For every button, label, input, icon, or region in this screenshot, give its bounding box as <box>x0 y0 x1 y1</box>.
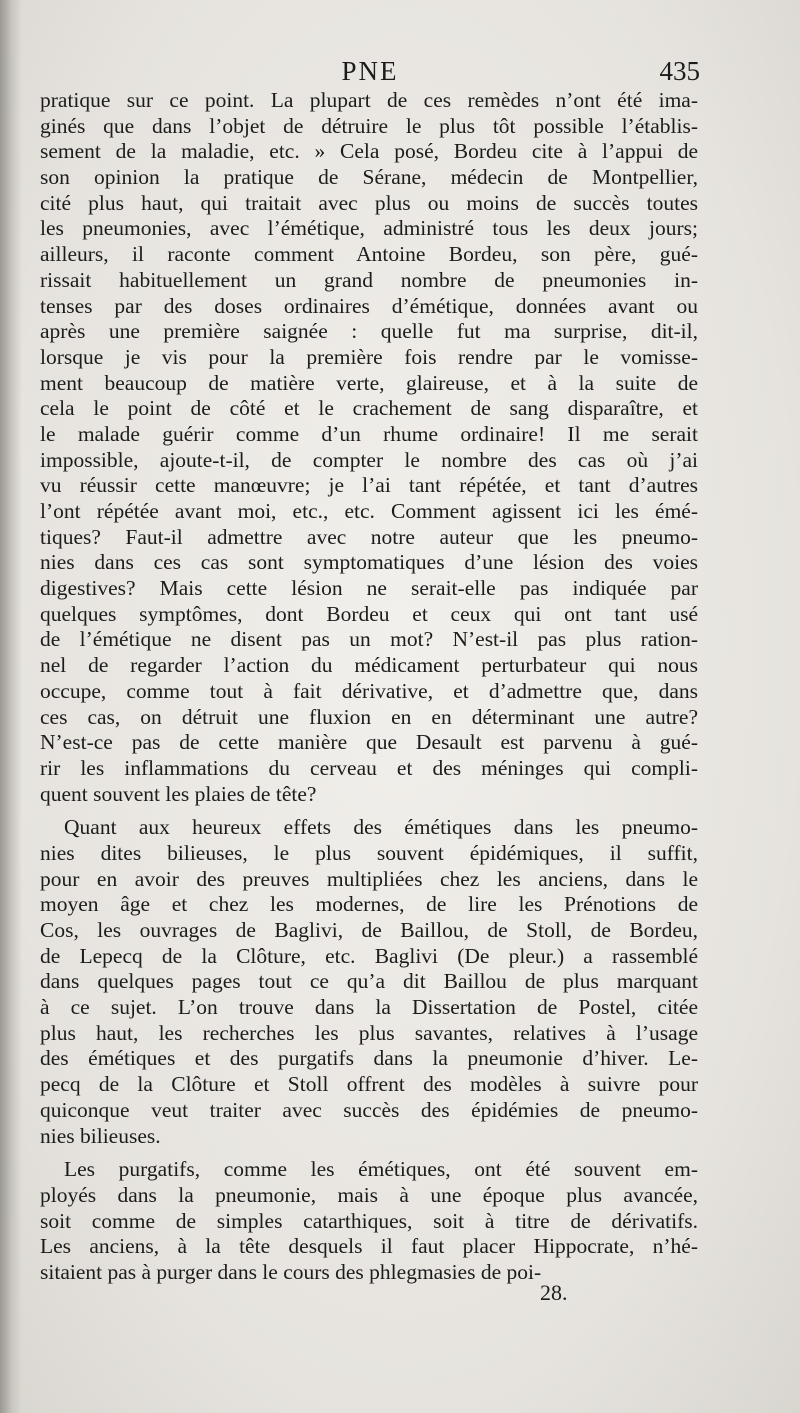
paragraph-gap <box>40 1149 698 1157</box>
text-line: Quant aux heureux effets des émétiques dans les pneumo- <box>64 815 698 840</box>
text-line: quelques symptômes, dont Bordeu et ceux qui ont tant usé <box>40 601 698 626</box>
text-line: de Lepecq de la Clôture, etc. Baglivi (De pleur.) a rassemblé <box>40 943 698 968</box>
text-line: les pneumonies, avec l’émétique, administré tous les deux jours; <box>40 216 698 241</box>
text-line: ment beaucoup de matière verte, glaireuse, et à la suite de <box>40 370 698 395</box>
text-line: impossible, ajoute-t-il, de compter le nombre des cas où j’ai <box>40 447 698 472</box>
text-line: Cos, les ouvrages de Baglivi, de Baillou, de Stoll, de Bordeu, <box>40 918 698 942</box>
text-line: ces cas, on détruit une fluxion en en déterminant une autre? <box>40 704 698 729</box>
text-line: tenses par des doses ordinaires d’émétique, données avant ou <box>40 293 698 318</box>
text-line: dans quelques pages tout ce qu’a dit Baillou de plus marquant <box>40 969 698 994</box>
text-line: rir les inflammations du cerveau et des méninges qui compli- <box>40 755 698 780</box>
running-head: PNE <box>341 56 399 86</box>
text-line: pratique sur ce point. La plupart de ces remèdes n’ont été ima- <box>40 88 698 112</box>
text-line: nies bilieuses. <box>40 1123 161 1148</box>
text-line: ginés que dans l’objet de détruire le plus tôt possible l’établis- <box>40 113 698 138</box>
text-line: vu réussir cette manœuvre; je l’ai tant répétée, et tant d’autres <box>40 473 698 498</box>
text-line: ailleurs, il raconte comment Antoine Bordeu, son père, gué- <box>40 242 698 267</box>
signature-mark: 28. <box>540 1280 568 1305</box>
text-line: moyen âge et chez les modernes, de lire les Prénotions de <box>40 892 698 917</box>
text-line: le malade guérir comme d’un rhume ordinaire! Il me serait <box>40 421 698 446</box>
text-line: quent souvent les plaies de tête? <box>40 781 317 806</box>
text-line: rissait habituellement un grand nombre de pneumonies in- <box>40 267 698 292</box>
text-line: de l’émétique ne disent pas un mot? N’est-il pas plus ration- <box>40 627 698 652</box>
text-line: lorsque je vis pour la première fois rendre par le vomisse- <box>40 344 698 369</box>
text-line: nies dites bilieuses, le plus souvent épidémiques, il suffit, <box>40 840 698 865</box>
paragraph <box>40 815 698 1149</box>
paragraph <box>40 88 698 807</box>
text-line: occupe, comme tout à fait dérivative, et d’admettre que, dans <box>40 678 698 703</box>
text-line: à ce sujet. L’on trouve dans la Dissertation de Postel, citée <box>40 995 698 1020</box>
text-line: Les anciens, à la tête desquels il faut placer Hippocrate, n’hé- <box>40 1234 698 1259</box>
text-line: pecq de la Clôture et Stoll offrent des modèles à suivre pour <box>40 1072 698 1097</box>
text-line: digestives? Mais cette lésion ne serait-elle pas indiquée par <box>40 576 698 601</box>
body-text <box>40 88 698 1286</box>
text-line: des émétiques et des purgatifs dans la pneumonie d’hiver. Le- <box>40 1046 698 1071</box>
paragraph <box>40 1157 698 1285</box>
text-line: nies dans ces cas sont symptomatiques d’une lésion des voies <box>40 550 698 575</box>
text-line: cela le point de côté et le crachement de sang disparaître, et <box>40 396 698 421</box>
text-line: son opinion la pratique de Sérane, médecin de Montpellier, <box>40 165 698 190</box>
text-line: l’ont répétée avant moi, etc., etc. Comment agissent ici les émé- <box>40 499 698 523</box>
text-line: pour en avoir des preuves multipliées chez les anciens, dans le <box>40 866 698 891</box>
text-line: tiques? Faut-il admettre avec notre auteur que les pneumo- <box>40 524 698 549</box>
text-line: Les purgatifs, comme les émétiques, ont été souvent em- <box>64 1157 698 1182</box>
text-line: nel de regarder l’action du médicament perturbateur qui nous <box>40 653 698 678</box>
text-line: après une première saignée : quelle fut ma surprise, dit-il, <box>40 319 698 344</box>
text-line: ployés dans la pneumonie, mais à une époque plus avancée, <box>40 1182 698 1207</box>
text-line: soit comme de simples catarthiques, soit à titre de dérivatifs. <box>40 1208 698 1233</box>
text-line: cité plus haut, qui traitait avec plus ou moins de succès toutes <box>40 190 698 215</box>
text-line: plus haut, les recherches les plus savantes, relatives à l’usage <box>40 1020 698 1045</box>
binding-shadow <box>0 0 22 1413</box>
text-line: sitaient pas à purger dans le cours des phlegmasies de poi- <box>40 1259 542 1284</box>
page-number: 435 <box>659 56 700 86</box>
text-line: N’est-ce pas de cette manière que Desault est parvenu à gué- <box>40 730 698 755</box>
text-line: sement de la maladie, etc. » Cela posé, Bordeu cite à l’appui de <box>40 139 698 164</box>
text-line: quiconque veut traiter avec succès des épidémies de pneumo- <box>40 1097 698 1122</box>
paragraph-gap <box>40 807 698 815</box>
